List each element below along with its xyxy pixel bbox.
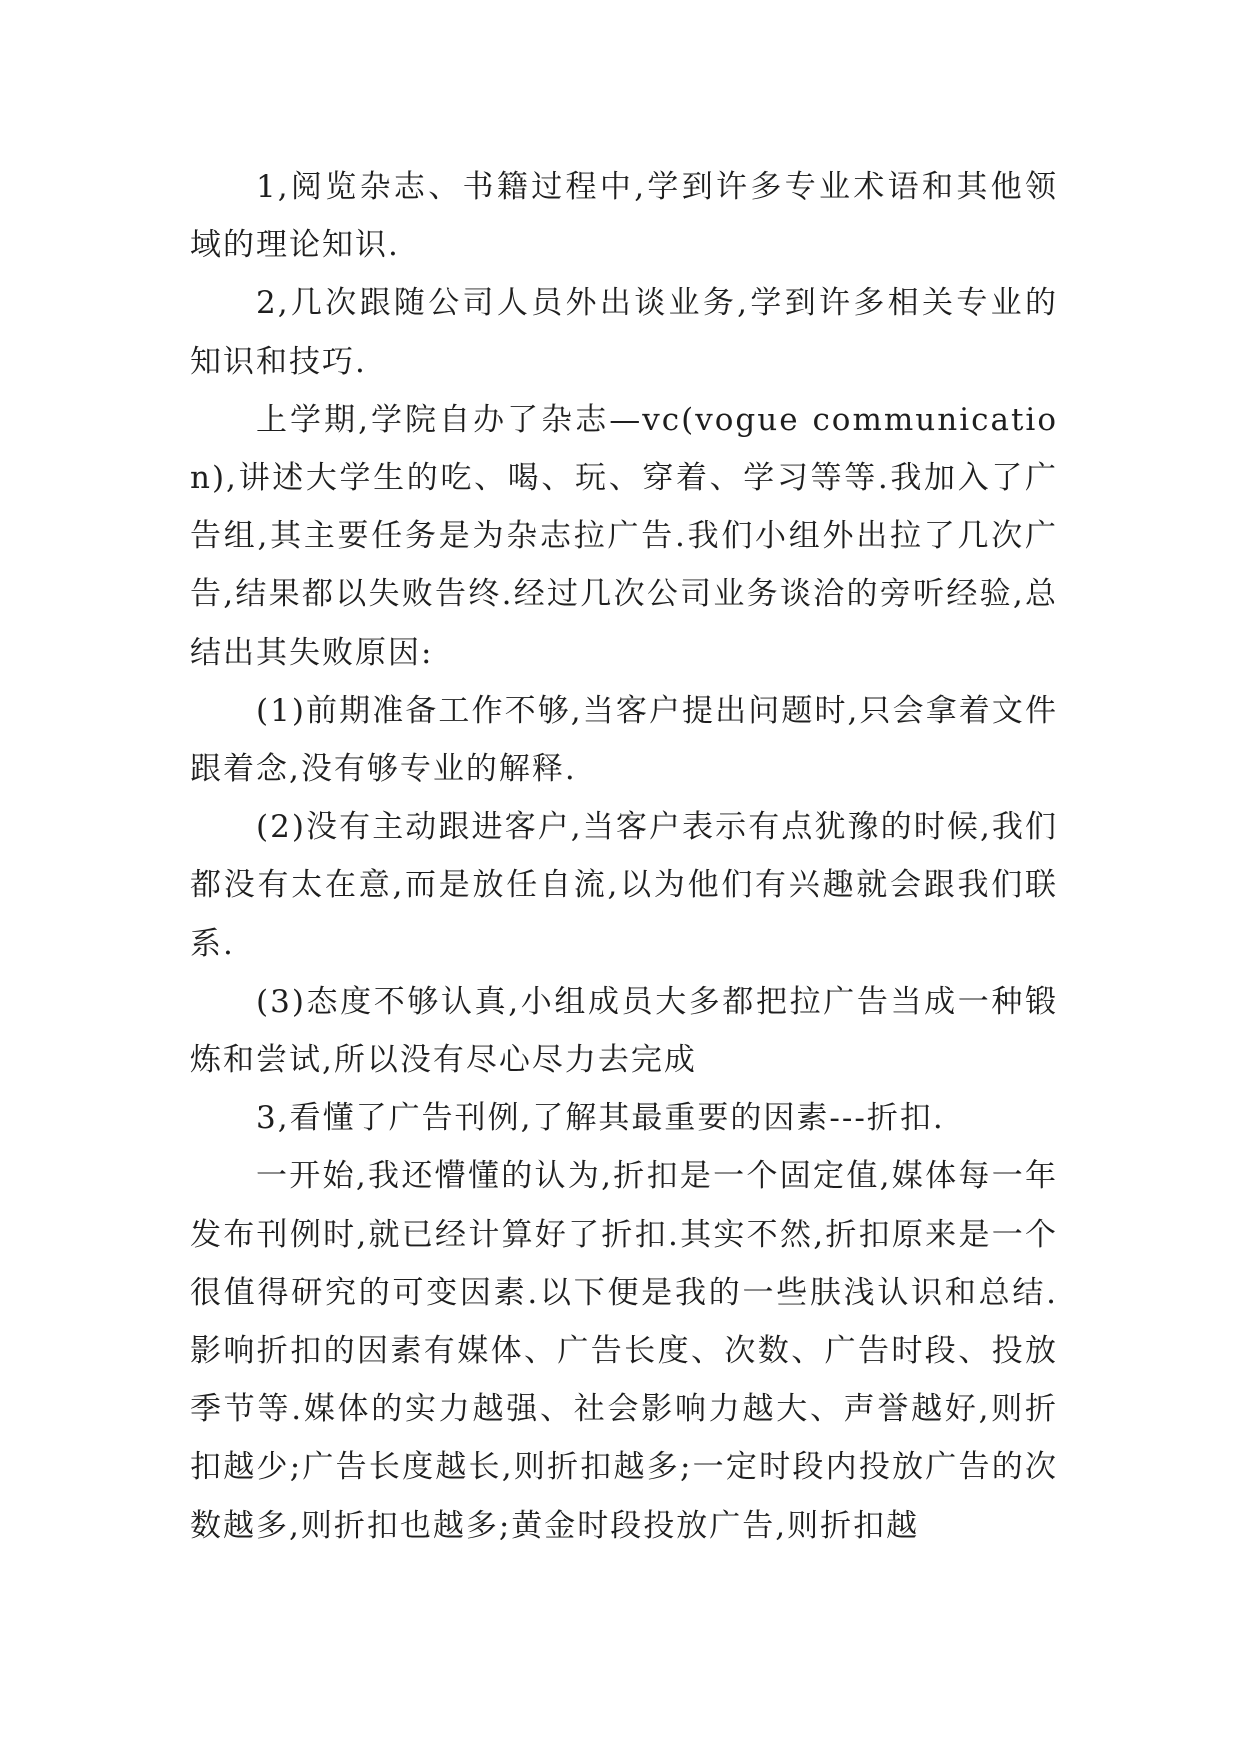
body-text (190, 158, 1058, 1555)
paragraph: (2)没有主动跟进客户,当客户表示有点犹豫的时候,我们都没有太在意,而是放任自流,以为他们有兴趣就会跟我们联系. (190, 809, 1058, 962)
paragraph: 上学期,学院自办了杂志—vc(vogue communication),讲述大学生的吃、喝、玩、穿着、学习等等.我加入了广告组,其主要任务是为杂志拉广告.我们小组外出拉了几次广告,结果都以失败告终.经过几次公司业务谈洽的旁听经验,总结出其失败原因: (190, 401, 1058, 671)
paragraph: 1,阅览杂志、书籍过程中,学到许多专业术语和其他领域的理论知识. (190, 169, 1058, 264)
paragraph: 3,看懂了广告刊例,了解其最重要的因素---折扣. (256, 1100, 945, 1137)
paragraph: 一开始,我还懵懂的认为,折扣是一个固定值,媒体每一年发布刊例时,就已经计算好了折扣.其实不然,折扣原来是一个很值得研究的可变因素.以下便是我的一些肤浅认识和总结.影响折扣的因素有媒体、广告长度、次数、广告时段、投放季节等.媒体的实力越强、社会影响力越大、声誉越好,则折扣越少;广告长度越长,则折扣越多;一定时段内投放广告的次数越多,则折扣也越多;黄金时段投放广告,则折扣越 (190, 1158, 1058, 1544)
paragraph: (1)前期准备工作不够,当客户提出问题时,只会拿着文件跟着念,没有够专业的解释. (190, 692, 1058, 788)
paragraph: (3)态度不够认真,小组成员大多都把拉广告当成一种锻炼和尝试,所以没有尽心尽力去完成 (190, 983, 1058, 1079)
paragraph: 2,几次跟随公司人员外出谈业务,学到许多相关专业的知识和技巧. (190, 285, 1058, 380)
